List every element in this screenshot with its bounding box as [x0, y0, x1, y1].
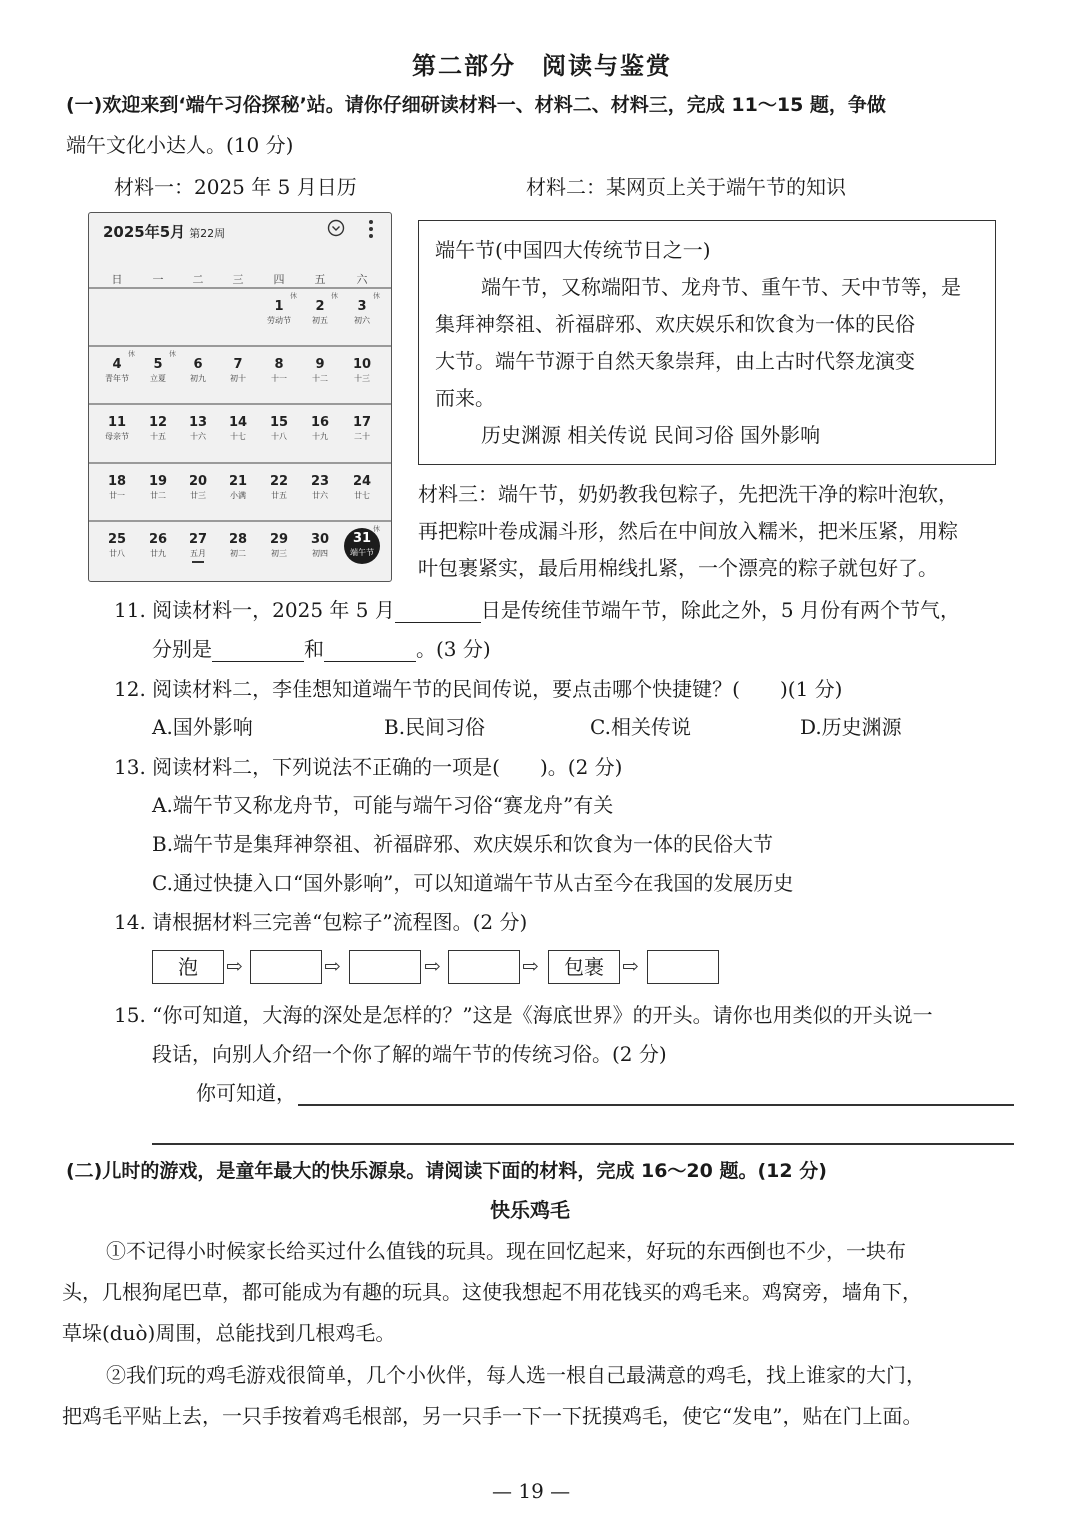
flow-step-5: 包裹 [548, 950, 620, 984]
calendar-lunar-label: 十三 [354, 374, 370, 383]
calendar-lunar-label: 十八 [271, 432, 287, 441]
q12-option-a[interactable]: A.国外影响 [152, 715, 253, 739]
q15-line1: 15. “你可知道，大海的深处是怎样的？”这是《海底世界》的开头。请你也用类似的开头说一 [114, 1003, 933, 1027]
calendar-day-number: 21 [228, 474, 248, 489]
calendar-weekday: 二 [192, 273, 204, 286]
calendar-day-number: 16 [310, 415, 330, 430]
q11-text: 11. 阅读材料一，2025 年 5 月 [114, 598, 395, 622]
calendar-day[interactable] [300, 532, 340, 578]
calendar-weekday: 六 [356, 273, 368, 286]
calendar-day-number: 4 [112, 357, 122, 372]
link-customs[interactable]: 民间习俗 [653, 423, 734, 447]
material2-line: 集拜神祭祖、祈福辟邪、欢庆娱乐和饮食为一体的民俗 [435, 312, 915, 336]
calendar-day[interactable] [218, 415, 258, 461]
calendar-day[interactable] [259, 357, 299, 403]
more-vertical-icon[interactable] [367, 219, 375, 243]
calendar-lunar-label: 小满 [230, 491, 246, 500]
flow-step-2-blank[interactable] [250, 950, 322, 984]
page-title: 第二部分 阅读与鉴赏 [412, 52, 672, 80]
flow-arrow-icon: ⇨ [424, 954, 441, 978]
calendar-lunar-label: 十五 [150, 432, 166, 441]
calendar-day-number: 23 [310, 474, 330, 489]
calendar-lunar-label: 廿二 [150, 491, 166, 500]
calendar-day-number: 18 [107, 474, 127, 489]
calendar-day-number: 13 [188, 415, 208, 430]
calendar-lunar-label: 青年节 [105, 374, 129, 383]
calendar-weekday: 一 [152, 273, 164, 286]
calendar-day[interactable] [342, 357, 382, 403]
link-overseas[interactable]: 国外影响 [740, 423, 821, 447]
calendar-weekday: 四 [273, 273, 285, 286]
flow-arrow-icon: ⇨ [226, 954, 243, 978]
calendar-day[interactable] [342, 474, 382, 520]
q11-text: 日是传统佳节端午节，除此之外，5 月份有两个节气， [480, 598, 960, 622]
calendar-day-number: 10 [352, 357, 372, 372]
calendar-day[interactable] [138, 532, 178, 578]
q12-stem: 12. 阅读材料二，李佳想知道端午节的民间传说，要点击哪个快捷键？( )(1 分) [114, 677, 843, 701]
calendar-lunar-label: 劳动节 [267, 316, 291, 325]
q11-blank-term1[interactable] [212, 641, 304, 662]
calendar-row-divider [89, 520, 391, 522]
calendar-day-number: 1 [274, 299, 284, 314]
calendar-day-number: 20 [188, 474, 208, 489]
calendar-day[interactable] [342, 292, 382, 345]
calendar-day[interactable] [97, 532, 137, 578]
article-para1-line: 头，几根狗尾巴草，都可能成为有趣的玩具。这使我想起不用花钱买的鸡毛来。鸡窝旁，墙角下， [62, 1280, 922, 1304]
section2-intro: (二)儿时的游戏，是童年最大的快乐源泉。请阅读下面的材料，完成 16～20 题。(12 分) [66, 1160, 827, 1182]
calendar-row-divider [89, 403, 391, 405]
calendar-day[interactable] [259, 415, 299, 461]
calendar-day-number: 26 [148, 532, 168, 547]
calendar-day-number: 22 [269, 474, 289, 489]
calendar-lunar-label: 初四 [312, 549, 328, 558]
calendar-weekday: 日 [111, 273, 123, 286]
calendar-lunar-label: 十二 [312, 374, 328, 383]
q11-blank-date[interactable] [395, 602, 481, 623]
calendar-row-divider [89, 462, 391, 464]
calendar-holiday-mark: 休 [331, 292, 338, 300]
q12-option-b[interactable]: B.民间习俗 [384, 715, 486, 739]
calendar-header [103, 221, 225, 242]
calendar-day-number: 2 [315, 299, 325, 314]
q13-option-a[interactable]: A.端午节又称龙舟节，可能与端午习俗“赛龙舟”有关 [152, 793, 614, 817]
calendar-day-number: 31 [352, 531, 372, 546]
calendar-day-number: 12 [148, 415, 168, 430]
calendar-lunar-label: 母亲节 [105, 432, 129, 441]
calendar-day-number: 14 [228, 415, 248, 430]
calendar-day-number: 28 [228, 532, 248, 547]
calendar-day[interactable] [342, 415, 382, 461]
calendar-lunar-label: 廿九 [150, 549, 166, 558]
calendar-day[interactable] [218, 474, 258, 520]
section1-intro-line1: (一)欢迎来到‘端午习俗探秘’站。请你仔细研读材料一、材料二、材料三，完成 11～15 题，争做 [66, 94, 886, 116]
q15-line2: 段话，向别人介绍一个你了解的端午节的传统习俗。(2 分) [152, 1042, 667, 1066]
calendar-lunar-label: 初九 [190, 374, 206, 383]
calendar-lunar-label: 初二 [230, 549, 246, 558]
q11-text: 分别是 [152, 637, 212, 661]
calendar-day[interactable] [300, 474, 340, 520]
q11-blank-term2[interactable] [324, 641, 416, 662]
calendar-lunar-label: 十一 [271, 374, 287, 383]
calendar-lunar-label: 廿六 [312, 491, 328, 500]
calendar-day[interactable] [97, 474, 137, 520]
calendar-lunar-label: 廿八 [109, 549, 125, 558]
link-history[interactable]: 历史渊源 [481, 423, 561, 447]
q14-stem: 14. 请根据材料三完善“包粽子”流程图。(2 分) [114, 910, 528, 934]
flow-arrow-icon: ⇨ [622, 954, 639, 978]
calendar-day-number: 17 [352, 415, 372, 430]
material1-label: 材料一：2025 年 5 月日历 [114, 175, 357, 199]
material3-line: 再把粽叶卷成漏斗形，然后在中间放入糯米，把米压紧，用粽 [418, 519, 958, 543]
calendar-holiday-mark: 休 [128, 350, 135, 358]
calendar-day[interactable] [178, 474, 218, 520]
calendar-lunar-label: 端午节 [350, 548, 374, 557]
flow-step-6-blank[interactable] [647, 950, 719, 984]
calendar-holiday-mark: 休 [169, 350, 176, 358]
q13-option-b[interactable]: B.端午节是集拜神祭祖、祈福辟邪、欢庆娱乐和饮食为一体的民俗大节 [152, 832, 774, 856]
calendar-day-number: 30 [310, 532, 330, 547]
material2-label: 材料二：某网页上关于端午节的知识 [526, 175, 846, 199]
calendar-month: 2025年5月 [103, 223, 186, 241]
article-para1-line: ①不记得小时候家长给买过什么值钱的玩具。现在回忆起来，好玩的东西倒也不少，一块布 [106, 1239, 906, 1263]
calendar-lunar-label: 立夏 [150, 374, 166, 383]
article-para1-line: 草垛(duò)周围，总能找到几根鸡毛。 [62, 1321, 396, 1345]
material2-heading: 端午节(中国四大传统节日之一) [435, 238, 711, 262]
calendar-day-number: 24 [352, 474, 372, 489]
calendar-day[interactable] [300, 415, 340, 461]
flow-arrow-icon: ⇨ [324, 954, 341, 978]
calendar-holiday-mark: 休 [290, 292, 297, 300]
calendar-row-divider [89, 287, 391, 289]
material3-line: 材料三：端午节，奶奶教我包粽子，先把洗干净的粽叶泡软， [418, 482, 958, 506]
calendar-day-number: 8 [274, 357, 284, 372]
calendar-today-underline [192, 561, 204, 563]
calendar-widget [88, 212, 392, 582]
q11-text: 。(3 分) [416, 637, 491, 661]
calendar-week: 第22周 [189, 227, 226, 240]
calendar-lunar-label: 初十 [230, 374, 246, 383]
q11-line2 [152, 636, 491, 662]
calendar-day[interactable] [218, 357, 258, 403]
flow-step-1: 泡 [152, 950, 224, 984]
calendar-day-number: 15 [269, 415, 289, 430]
material2-line: 大节。端午节源于自然天象崇拜，由上古时代祭龙演变 [435, 349, 915, 373]
calendar-day[interactable] [178, 415, 218, 461]
material2-line: 而来。 [435, 386, 495, 410]
calendar-day[interactable] [259, 474, 299, 520]
calendar-day[interactable] [178, 532, 218, 578]
material2-shortcut-links [481, 422, 820, 448]
calendar-day[interactable] [259, 292, 299, 345]
calendar-lunar-label: 廿七 [354, 491, 370, 500]
q13-option-c[interactable]: C.通过快捷入口“国外影响”，可以知道端午节从古至今在我国的发展历史 [152, 871, 794, 895]
article-para2-line: ②我们玩的鸡毛游戏很简单，几个小伙伴，每人选一根自己最满意的鸡毛，找上谁家的大门， [106, 1363, 926, 1387]
article-title: 快乐鸡毛 [490, 1198, 570, 1222]
calendar-lunar-label: 十七 [230, 432, 246, 441]
q15-answer-line[interactable] [298, 1104, 1014, 1106]
calendar-day[interactable] [97, 415, 137, 461]
calendar-day[interactable] [97, 350, 137, 403]
calendar-day[interactable] [300, 357, 340, 403]
calendar-lunar-label: 二十 [354, 432, 370, 441]
calendar-day[interactable] [138, 474, 178, 520]
calendar-day[interactable] [218, 532, 258, 578]
material2-webpage-box [418, 220, 996, 465]
q11-line1 [114, 597, 960, 623]
calendar-lunar-label: 廿五 [271, 491, 287, 500]
page-number: — 19 — [492, 1479, 571, 1503]
calendar-lunar-label: 五月 [190, 549, 206, 558]
calendar-day[interactable] [259, 532, 299, 578]
calendar-day[interactable] [178, 357, 218, 403]
calendar-day[interactable] [138, 350, 178, 403]
calendar-lunar-label: 初三 [271, 549, 287, 558]
calendar-day[interactable] [300, 292, 340, 345]
calendar-weekday: 三 [232, 273, 244, 286]
calendar-weekday: 五 [314, 273, 326, 286]
q12-option-d[interactable]: D.历史渊源 [800, 715, 902, 739]
calendar-day-number: 6 [193, 357, 203, 372]
q11-text: 和 [304, 637, 324, 661]
material3-line: 叶包裹紧实，最后用棉线扎紧，一个漂亮的粽子就包好了。 [418, 556, 938, 580]
article-para2-line: 把鸡毛平贴上去，一只手按着鸡毛根部，另一只手一下一下抚摸鸡毛，使它“发电”，贴在门上面。 [62, 1404, 923, 1428]
calendar-lunar-label: 初五 [312, 316, 328, 325]
flow-step-3-blank[interactable] [349, 950, 421, 984]
calendar-day[interactable] [138, 415, 178, 461]
calendar-day-number: 7 [233, 357, 243, 372]
link-legends[interactable]: 相关传说 [567, 423, 648, 447]
flow-step-4-blank[interactable] [448, 950, 520, 984]
calendar-day-number: 9 [315, 357, 325, 372]
calendar-holiday-mark: 休 [373, 525, 380, 533]
chevron-down-icon[interactable] [327, 219, 345, 241]
calendar-row-divider [89, 345, 391, 347]
q13-stem: 13. 阅读材料二，下列说法不正确的一项是( )。(2 分) [114, 755, 623, 779]
q12-option-c[interactable]: C.相关传说 [590, 715, 691, 739]
calendar-day-number: 19 [148, 474, 168, 489]
q15-answer-line[interactable] [152, 1143, 1014, 1145]
q15-answer-prefix: 你可知道， [196, 1081, 296, 1105]
calendar-day-number: 25 [107, 532, 127, 547]
calendar-lunar-label: 十六 [190, 432, 206, 441]
calendar-day-number: 5 [153, 357, 163, 372]
calendar-day-number: 3 [357, 299, 367, 314]
calendar-lunar-label: 十九 [312, 432, 328, 441]
section1-intro-line2: 端午文化小达人。(10 分) [66, 133, 294, 157]
calendar-day-number: 11 [107, 415, 127, 430]
calendar-lunar-label: 廿一 [109, 491, 125, 500]
calendar-lunar-label: 初六 [354, 316, 370, 325]
calendar-day-number: 27 [188, 532, 208, 547]
material2-line: 端午节，又称端阳节、龙舟节、重午节、天中节等，是 [481, 275, 961, 299]
calendar-lunar-label: 廿三 [190, 491, 206, 500]
calendar-day-number: 29 [269, 532, 289, 547]
calendar-holiday-mark: 休 [373, 292, 380, 300]
calendar-day[interactable] [342, 525, 382, 578]
flow-arrow-icon: ⇨ [522, 954, 539, 978]
